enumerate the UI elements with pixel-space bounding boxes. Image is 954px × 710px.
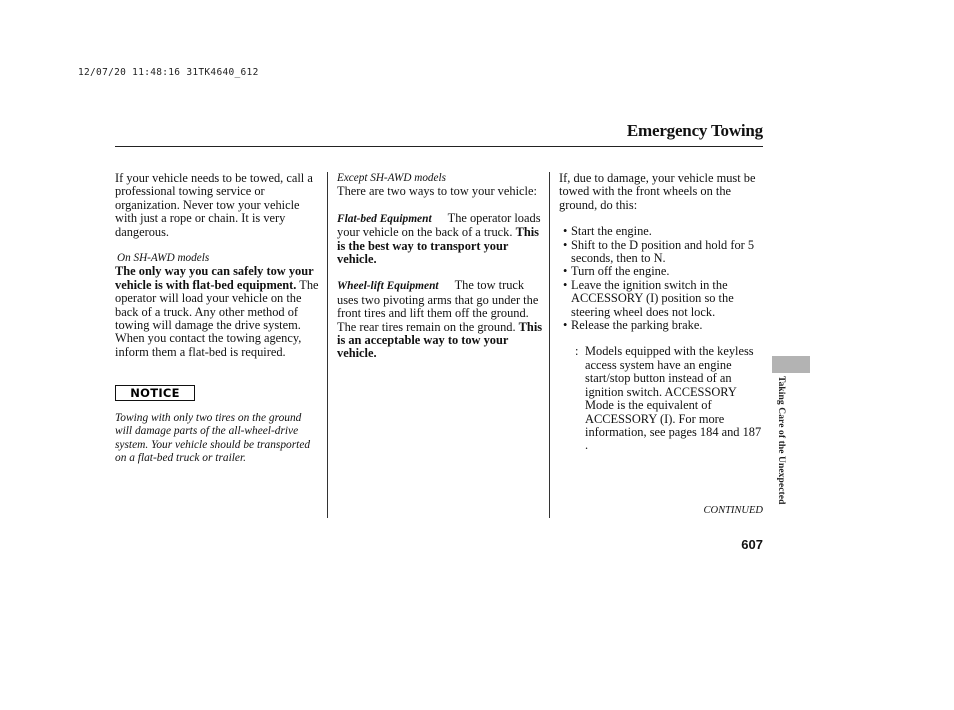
- column-divider-2: [549, 172, 550, 518]
- flatbed-text: The operator loads your vehicle on the back of a truck.: [337, 210, 541, 240]
- flatbed-paragraph: [337, 212, 543, 267]
- page-number: 607: [741, 537, 763, 552]
- list-item: • Turn off the engine.: [559, 265, 764, 278]
- tow-ways-intro: There are two ways to tow your vehicle:: [337, 184, 537, 199]
- section-tab: [772, 356, 810, 373]
- flatbed-recommendation: This is the best way to transport your vehicle.: [337, 225, 539, 267]
- keyless-note-text: Models equipped with the keyless access system have an engine start/stop button instead of an ignition switch. ACCESSORY Mode is the equivalent of ACCESSORY (I). For more information, see pages 184 and 187 .: [585, 344, 762, 453]
- title-rule: [115, 146, 763, 147]
- list-item: • Start the engine.: [559, 225, 764, 238]
- front-wheels-intro: If, due to damage, your vehicle must be towed with the front wheels on the ground, do this:: [559, 171, 756, 212]
- page-title: Emergency Towing: [626, 121, 763, 140]
- list-item: • Leave the ignition switch in the ACCESSORY (I) position so the steering wheel does not lock.: [559, 279, 764, 319]
- column-3: [559, 172, 764, 453]
- section-tab-label: Taking Care of the Unexpected: [776, 376, 786, 505]
- sh-awd-warning: The only way you can safely tow your vehicle is with flat-bed equipment.: [115, 264, 314, 292]
- column-2: [337, 172, 543, 361]
- towing-intro: If your vehicle needs to be towed, call a professional towing service or organization. Never tow your vehicle with just a rope or chain. It is very dangerous.: [115, 171, 313, 239]
- wheellift-text: The tow truck uses two pivoting arms that go under the front tires and lift them off the ground. The rear tires remain on the ground.: [337, 278, 539, 334]
- continued-label: CONTINUED: [703, 505, 763, 516]
- sh-awd-paragraph: [115, 265, 320, 359]
- sh-awd-label: On SH-AWD models: [117, 252, 210, 265]
- notice-box: [115, 385, 195, 401]
- list-item: • Release the parking brake.: [559, 319, 764, 332]
- flatbed-heading: Flat-bed Equipment: [337, 212, 432, 225]
- sh-awd-text: The operator will load your vehicle on the back of a truck. Any other method of towing will damage the drive system. When you contact the towing agency, inform them a flat-bed is required.: [115, 277, 319, 359]
- list-item: • Shift to the D position and hold for 5 seconds, then to N.: [559, 239, 764, 266]
- wheellift-paragraph: [337, 279, 543, 360]
- wheellift-heading: Wheel-lift Equipment: [337, 280, 439, 293]
- towing-steps-list: [559, 225, 764, 332]
- note-marker: :: [575, 344, 579, 359]
- wheellift-recommendation: This is an acceptable way to tow your vehicle.: [337, 319, 543, 361]
- keyless-note: [559, 345, 764, 452]
- except-sh-awd-label: Except SH-AWD models: [337, 172, 446, 184]
- notice-text: Towing with only two tires on the ground will damage parts of the all-wheel-drive system. Your vehicle should be transported on a flat-bed truck or trailer.: [115, 412, 311, 465]
- notice-label: NOTICE: [130, 386, 180, 400]
- print-timestamp: 12/07/20 11:48:16 31TK4640_612: [78, 67, 259, 78]
- column-1: [115, 172, 320, 359]
- column-divider-1: [327, 172, 328, 518]
